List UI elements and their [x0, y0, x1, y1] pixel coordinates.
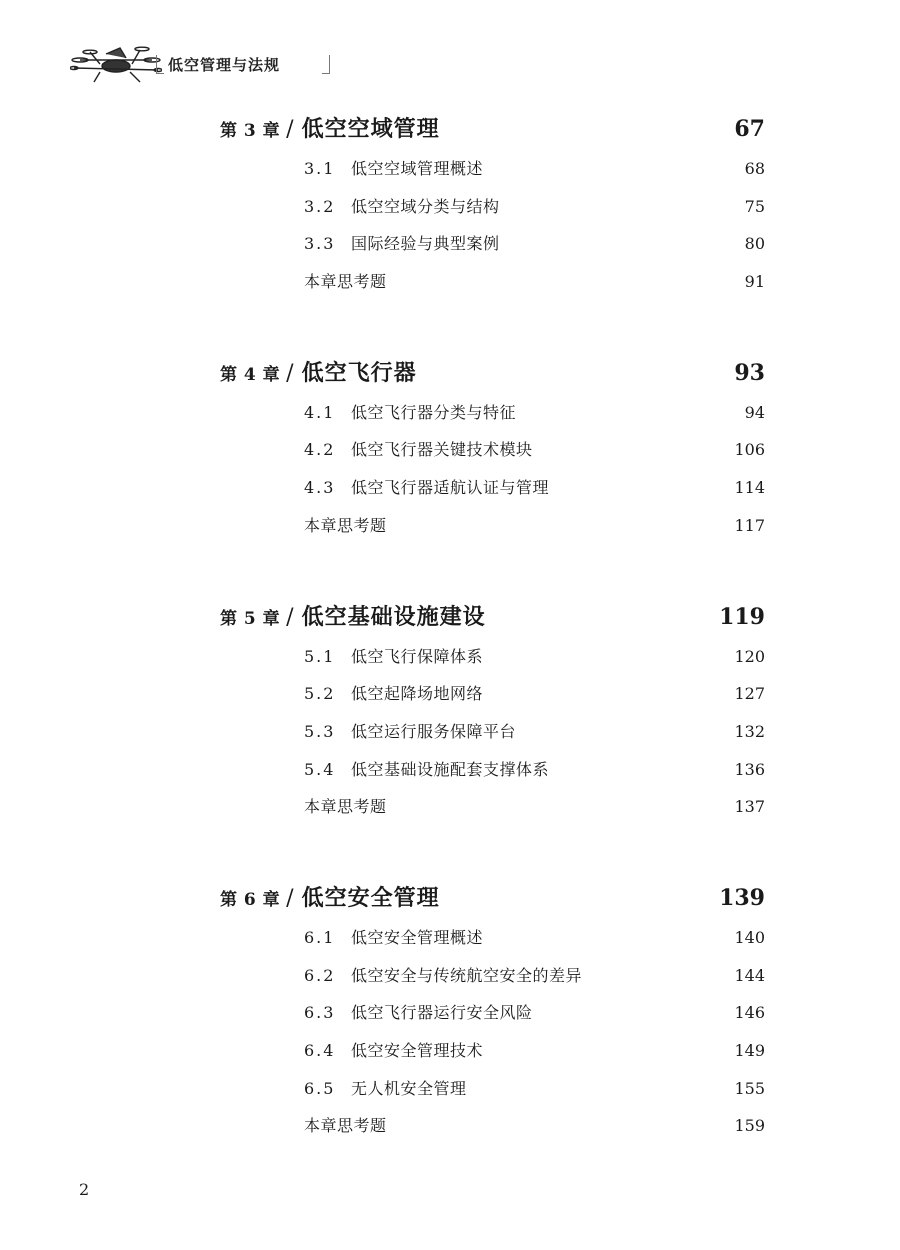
chapter-page: 139: [719, 884, 765, 911]
section-title: 无人机安全管理: [351, 1078, 467, 1098]
section-list: [304, 400, 765, 551]
chapter-4: [220, 356, 765, 551]
section-title: 低空安全与传统航空安全的差异: [351, 965, 583, 985]
chapter-number: 第 4 章: [220, 364, 281, 385]
section-title: 本章思考题: [304, 272, 387, 292]
section-number: 3.2: [304, 196, 336, 216]
section-number: 4.3: [304, 478, 336, 498]
page-number: 2: [79, 1180, 90, 1199]
section-page: 94: [744, 402, 765, 422]
chapter-heading[interactable]: [220, 112, 765, 156]
section-page: 155: [734, 1078, 765, 1098]
section-number: 4.1: [304, 402, 336, 422]
section-number: 3.3: [304, 234, 336, 254]
section-title: 低空基础设施配套支撑体系: [351, 759, 550, 779]
chapter-page: 93: [734, 359, 765, 386]
running-header: [70, 40, 370, 88]
toc-entry[interactable]: [304, 400, 765, 438]
toc-entry[interactable]: [304, 681, 765, 719]
section-number: 6.1: [304, 927, 336, 947]
toc-entry[interactable]: [304, 719, 765, 757]
section-number: 5.2: [304, 684, 336, 704]
section-list: [304, 925, 765, 1151]
chapter-number: 第 3 章: [220, 121, 281, 141]
toc-entry[interactable]: [304, 794, 765, 832]
section-page: 106: [734, 440, 765, 460]
chapter-slash-divider: /: [286, 885, 294, 911]
section-title: 低空安全管理技术: [351, 1041, 484, 1060]
section-number: 3.1: [304, 159, 336, 178]
section-page: 114: [734, 478, 765, 498]
section-number: 6.3: [304, 1003, 336, 1023]
section-page: 136: [734, 759, 765, 779]
chapter-slash-divider: /: [286, 117, 294, 142]
section-title: 低空飞行器分类与特征: [351, 402, 517, 422]
section-page: 159: [734, 1116, 765, 1136]
section-title: 低空运行服务保障平台: [351, 721, 517, 741]
chapter-5: [220, 600, 765, 832]
section-list: [304, 156, 765, 307]
chapter-title: 低空安全管理: [301, 884, 440, 911]
toc-entry[interactable]: [304, 513, 765, 551]
section-title: 低空安全管理概述: [351, 927, 484, 947]
section-number: 5.3: [304, 721, 336, 741]
section-page: 75: [744, 196, 765, 216]
chapter-6: [220, 881, 765, 1151]
toc-entry[interactable]: [304, 1076, 765, 1114]
toc-entry[interactable]: [304, 437, 765, 475]
section-page: 127: [734, 684, 765, 704]
toc-entry[interactable]: [304, 231, 765, 269]
section-page: 137: [734, 797, 765, 817]
section-title: 低空空域分类与结构: [351, 196, 500, 216]
chapter-title: 低空飞行器: [301, 359, 417, 386]
section-number: 6.2: [304, 965, 336, 985]
section-title: 低空飞行器运行安全风险: [351, 1003, 533, 1023]
table-of-contents: [220, 112, 765, 1200]
section-page: 68: [744, 159, 765, 178]
toc-entry[interactable]: [304, 475, 765, 513]
chapter-number: 第 6 章: [220, 889, 281, 910]
toc-entry[interactable]: [304, 963, 765, 1001]
chapter-heading[interactable]: [220, 881, 765, 925]
toc-entry[interactable]: [304, 1038, 765, 1076]
section-title: 国际经验与典型案例: [351, 234, 500, 254]
section-title: 本章思考题: [304, 515, 387, 535]
section-page: 80: [744, 234, 765, 254]
chapter-page: 67: [734, 116, 765, 142]
header-bracket-left: [156, 55, 164, 74]
toc-entry[interactable]: [304, 644, 765, 682]
chapter-page: 119: [719, 603, 765, 630]
section-page: 91: [744, 272, 765, 292]
toc-entry[interactable]: [304, 1000, 765, 1038]
chapter-slash-divider: /: [286, 604, 294, 630]
section-page: 149: [734, 1041, 765, 1060]
section-title: 本章思考题: [304, 1116, 387, 1136]
section-title: 低空飞行保障体系: [351, 646, 484, 666]
toc-entry[interactable]: [304, 194, 765, 232]
section-page: 146: [734, 1003, 765, 1023]
toc-entry[interactable]: [304, 1113, 765, 1151]
section-title: 本章思考题: [304, 797, 387, 817]
section-page: 140: [734, 927, 765, 947]
toc-entry[interactable]: [304, 757, 765, 795]
drone-icon: [70, 40, 162, 88]
section-number: 6.5: [304, 1078, 336, 1098]
section-title: 低空飞行器关键技术模块: [351, 440, 533, 460]
section-page: 144: [734, 965, 765, 985]
section-title: 低空起降场地网络: [351, 684, 484, 704]
section-list: [304, 644, 765, 832]
chapter-title: 低空空域管理: [301, 116, 440, 142]
chapter-slash-divider: /: [286, 360, 294, 386]
section-number: 5.4: [304, 759, 336, 779]
section-number: 4.2: [304, 440, 336, 460]
toc-entry[interactable]: [304, 925, 765, 963]
chapter-number: 第 5 章: [220, 608, 281, 629]
chapter-heading[interactable]: [220, 356, 765, 400]
header-bracket-right: [322, 55, 330, 74]
toc-entry[interactable]: [304, 269, 765, 307]
chapter-title: 低空基础设施建设: [301, 603, 486, 630]
toc-entry[interactable]: [304, 156, 765, 194]
section-page: 117: [734, 515, 765, 535]
section-title: 低空飞行器适航认证与管理: [351, 478, 550, 498]
chapter-heading[interactable]: [220, 600, 765, 644]
running-title: 低空管理与法规: [168, 56, 281, 74]
section-page: 132: [734, 721, 765, 741]
section-page: 120: [734, 646, 765, 666]
chapter-3: [220, 112, 765, 307]
section-title: 低空空域管理概述: [351, 159, 484, 178]
section-number: 6.4: [304, 1041, 336, 1060]
section-number: 5.1: [304, 646, 336, 666]
